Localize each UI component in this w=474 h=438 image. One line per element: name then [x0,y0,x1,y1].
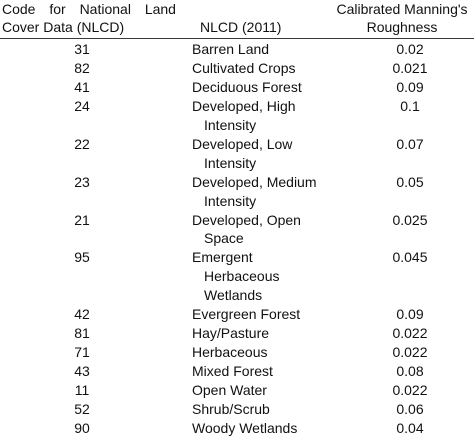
cell-land-cover-line: Deciduous Forest [192,78,302,95]
header-word: Land [144,1,176,17]
cell-roughness: 0.09 [396,78,424,95]
cell-land-cover [192,211,342,249]
cell-land-cover-line: Shrub/Scrub [192,401,270,418]
cell-code: 52 [74,401,90,418]
header-word: National [79,1,131,17]
cell-land-cover-line: Herbaceous [192,344,268,361]
cell-roughness: 0.045 [392,249,428,266]
cell-roughness: 0.06 [396,401,424,418]
cell-roughness: 0.022 [392,382,428,399]
header-roughness-line1: Calibrated Manning's [336,1,468,17]
cell-roughness: 0.04 [396,420,424,436]
cell-land-cover-line: Developed, High [192,97,296,114]
cell-land-cover-line: Emergent [192,249,253,266]
cell-code: 22 [74,135,90,152]
cell-roughness: 0.021 [392,59,428,76]
cell-land-cover-line: Mixed Forest [192,363,273,380]
cell-roughness: 0.08 [396,363,424,380]
header-roughness [330,0,474,36]
cell-land-cover [192,78,342,97]
cell-land-cover-line: Developed, Open [192,211,301,228]
cell-land-cover [192,40,342,59]
cell-roughness: 0.05 [396,173,424,190]
cell-land-cover [192,97,342,135]
cell-code: 81 [74,325,90,342]
header-nlcd-code-line1 [2,0,176,18]
cell-land-cover [192,305,342,324]
cell-land-cover-line: Barren Land [192,41,270,57]
cell-land-cover-line: Hay/Pasture [192,325,270,342]
cell-land-cover [192,400,342,419]
cell-roughness: 0.022 [392,344,428,361]
table-header [0,0,474,38]
cell-land-cover-line: Intensity [204,116,257,133]
cell-land-cover-line: Intensity [204,154,257,171]
cell-code: 24 [74,97,90,114]
header-nlcd-code [2,0,176,36]
cell-code: 23 [74,173,90,190]
cell-code: 31 [74,41,90,57]
cell-land-cover-line: Open Water [192,382,267,399]
cell-code: 11 [74,382,90,399]
cell-roughness: 0.02 [396,41,424,57]
cell-code: 43 [74,363,90,380]
header-roughness-line2: Roughness [366,19,438,35]
header-divider [0,38,474,39]
cell-land-cover-line: Intensity [204,192,257,209]
cell-land-cover-line: Space [204,230,244,247]
cell-land-cover [192,173,342,211]
cell-roughness: 0.025 [392,211,428,228]
header-nlcd-code-line2: Cover Data (NLCD) [2,19,125,35]
cell-land-cover-line: Developed, Medium [192,173,317,190]
header-word: Code [2,1,36,17]
cell-roughness: 0.09 [396,306,424,323]
cell-land-cover [192,324,342,343]
cell-code: 95 [74,249,90,266]
cell-land-cover [192,343,342,362]
header-nlcd-class: NLCD (2011) [200,19,282,35]
header-word: for [49,1,66,17]
cell-land-cover-line: Evergreen Forest [192,306,301,323]
cell-land-cover [192,362,342,381]
cell-roughness: 0.022 [392,325,428,342]
cell-land-cover [192,248,342,305]
cell-roughness: 0.1 [400,97,420,114]
cell-land-cover-line: Wetlands [204,287,263,304]
cell-code: 90 [74,420,90,436]
cell-land-cover [192,135,342,173]
cell-land-cover [192,59,342,78]
cell-land-cover [192,381,342,400]
cell-code: 42 [74,306,90,323]
cell-land-cover-line: Cultivated Crops [192,59,296,76]
cell-code: 71 [74,344,90,361]
cell-roughness: 0.07 [396,135,424,152]
cell-code: 41 [74,78,90,95]
cell-land-cover-line: Woody Wetlands [192,420,298,436]
cell-code: 21 [74,211,90,228]
cell-land-cover-line: Herbaceous [204,268,280,285]
cell-code: 82 [74,59,90,76]
cell-land-cover-line: Developed, Low [192,135,293,152]
